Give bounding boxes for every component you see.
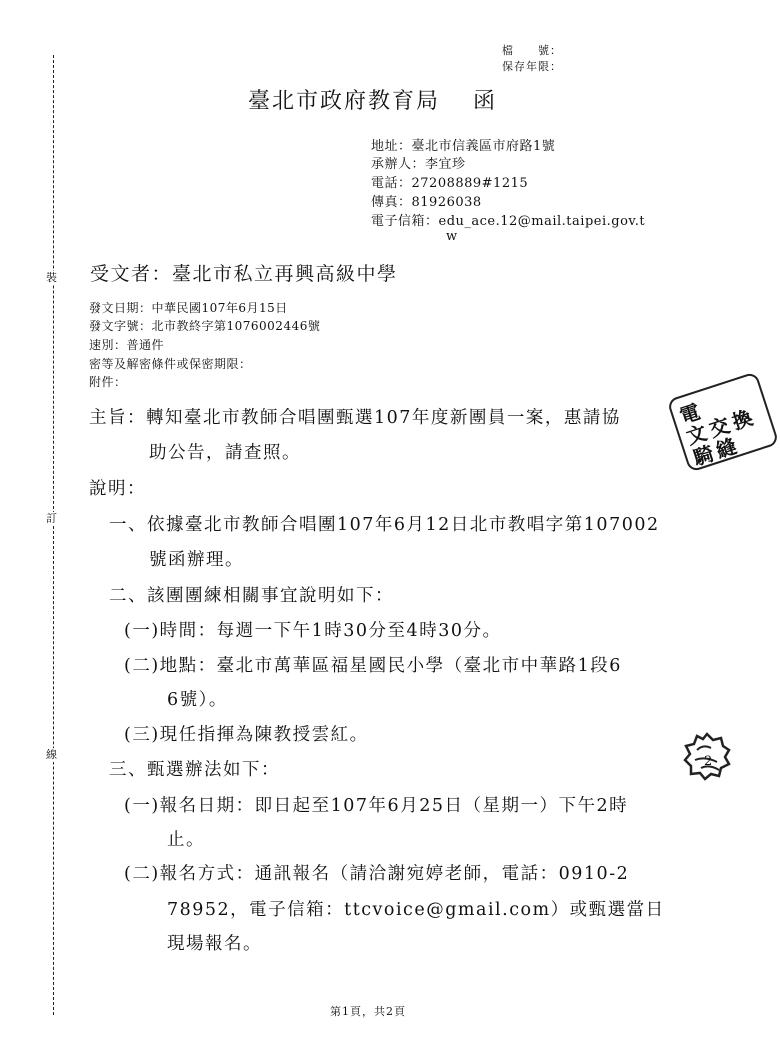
document-title: 臺北市政府教育局 函 bbox=[248, 89, 497, 114]
binding-mark-zhuang: 裝 bbox=[46, 271, 57, 284]
item-3-1-line-1: (一)報名日期：即日起至107年6月25日（星期一）下午2時 bbox=[124, 796, 629, 816]
item-2: 二、該團團練相關事宜說明如下： bbox=[109, 586, 394, 606]
seal-char: 電 bbox=[676, 399, 704, 429]
issue-date: 發文日期：中華民國107年6月15日 bbox=[89, 301, 288, 315]
seal-page-number: 2 bbox=[704, 754, 713, 769]
page-footer: 第1頁，共2頁 bbox=[330, 1005, 406, 1018]
item-2-2-line-2: 6號）。 bbox=[167, 690, 228, 710]
item-1-line-1: 一、依據臺北市教師合唱團107年6月12日北市教唱字第107002 bbox=[109, 515, 660, 535]
item-1-line-2: 號函辦理。 bbox=[149, 550, 244, 570]
item-3-2-line-3: 現場報名。 bbox=[167, 934, 262, 954]
item-3-2-line-1: (二)報名方式：通訊報名（請洽謝宛婷老師，電話：0910-2 bbox=[124, 864, 630, 884]
contact-email: 電子信箱：edu_ace.12@mail.taipei.gov.t bbox=[371, 214, 646, 229]
retention-label: 保存年限： bbox=[502, 60, 562, 73]
seal-char: 換 bbox=[729, 405, 756, 435]
binding-mark-xian: 線 bbox=[46, 748, 57, 761]
item-2-3: (三)現任指揮為陳教授雲紅。 bbox=[124, 725, 369, 745]
contact-phone: 電話：27208889#1215 bbox=[371, 176, 529, 191]
contact-email-wrap: w bbox=[446, 229, 458, 244]
item-3-1-line-2: 止。 bbox=[167, 830, 205, 850]
item-3-2-line-2: 78952，電子信箱：ttcvoice@gmail.com）或甄選當日 bbox=[167, 900, 665, 920]
binding-line bbox=[53, 55, 54, 1015]
contact-handler: 承辦人：李宜珍 bbox=[371, 157, 466, 172]
document-number: 發文字號：北市教終字第1076002446號 bbox=[89, 319, 321, 333]
recipient: 受文者：臺北市私立再興高級中學 bbox=[90, 263, 398, 285]
seal-char: 交 bbox=[706, 412, 733, 442]
subject-line-2: 助公告，請查照。 bbox=[149, 443, 301, 463]
item-3: 三、甄選辦法如下： bbox=[109, 760, 280, 780]
seal-char: 文 bbox=[683, 420, 710, 450]
subject-line-1: 主旨：轉知臺北市教師合唱團甄選107年度新團員一案，惠請協 bbox=[89, 408, 621, 428]
item-2-1: (一)時間：每週一下午1時30分至4時30分。 bbox=[124, 621, 502, 641]
delivery-speed: 速別：普通件 bbox=[89, 338, 165, 352]
contact-address: 地址：臺北市信義區市府路1號 bbox=[371, 139, 556, 154]
binding-mark-ding: 訂 bbox=[46, 512, 57, 525]
attachment: 附件： bbox=[89, 375, 127, 389]
seal-char: 縫 bbox=[713, 433, 740, 463]
contact-fax: 傳真：81926038 bbox=[371, 195, 482, 210]
seal-char: 騎 bbox=[690, 441, 717, 471]
item-2-2-line-1: (二)地點：臺北市萬華區福星國民小學（臺北市中華路1段6 bbox=[124, 656, 622, 676]
file-number-label: 檔 號： bbox=[502, 44, 562, 57]
explanation-label: 說明： bbox=[89, 479, 146, 499]
secrecy-level: 密等及解密條件或保密期限： bbox=[89, 357, 252, 371]
interchange-seal bbox=[667, 371, 780, 472]
